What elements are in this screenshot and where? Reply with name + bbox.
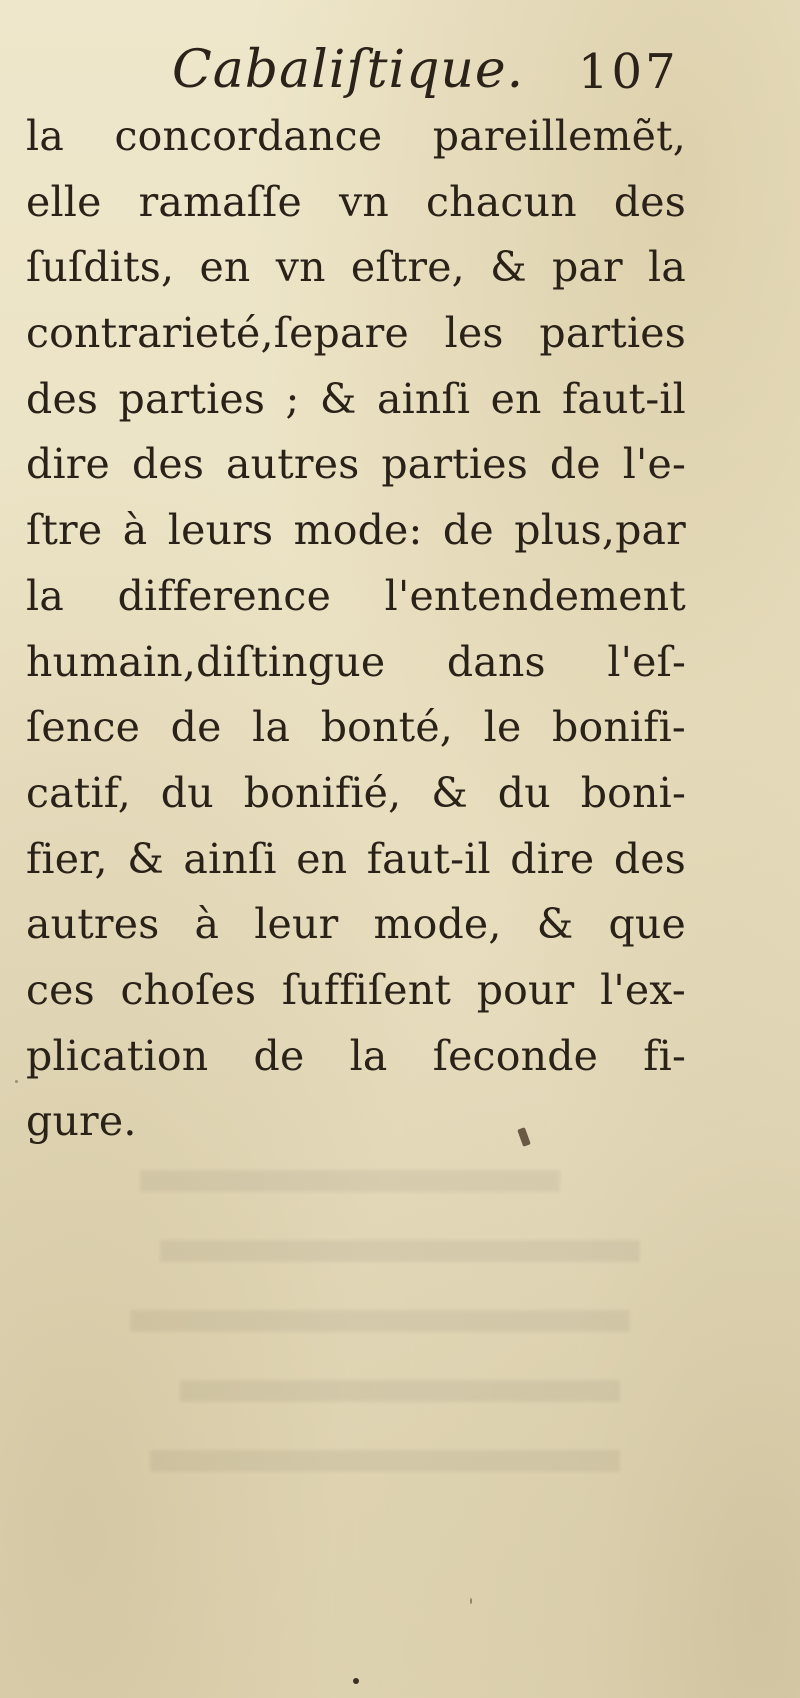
bleed-through-texture — [120, 1140, 680, 1540]
text-line: ſence de la bonté, le bonifi- — [26, 703, 686, 752]
text-line: des parties ; & ainſi en faut-il — [26, 374, 686, 423]
text-line: autres à leur mode, & que — [26, 900, 686, 949]
text-line: fier, & ainſi en faut-il dire des — [26, 834, 686, 883]
text-line: la concordance pareillemẽt, — [26, 112, 686, 160]
body-text — [26, 104, 686, 1155]
text-line: catif, du bonifié, & du boni- — [26, 768, 686, 817]
running-head: Cabaliſtique. — [172, 40, 525, 100]
text-line: gure. — [26, 1097, 137, 1146]
text-line: contrarieté,ſepare les parties — [26, 309, 686, 358]
text-line: dire des autres parties de l'e- — [26, 440, 686, 489]
ink-speck — [353, 1678, 359, 1684]
page-header — [0, 38, 800, 108]
text-line: plication de la ſeconde fi- — [26, 1031, 686, 1080]
page-number: 107 — [578, 44, 679, 100]
text-line: elle ramaſſe vn chacun des — [26, 177, 686, 226]
text-line: la difference l'entendement — [26, 571, 686, 620]
ink-speck — [15, 1080, 18, 1083]
text-line: ſtre à leurs mode: de plus,par — [26, 506, 686, 555]
ink-speck — [470, 1598, 472, 1604]
text-line: humain,diſtingue dans l'eſ- — [26, 637, 686, 686]
text-line: ces choſes ſuffiſent pour l'ex- — [26, 965, 686, 1014]
text-line: ſuſdits, en vn eſtre, & par la — [26, 243, 686, 292]
